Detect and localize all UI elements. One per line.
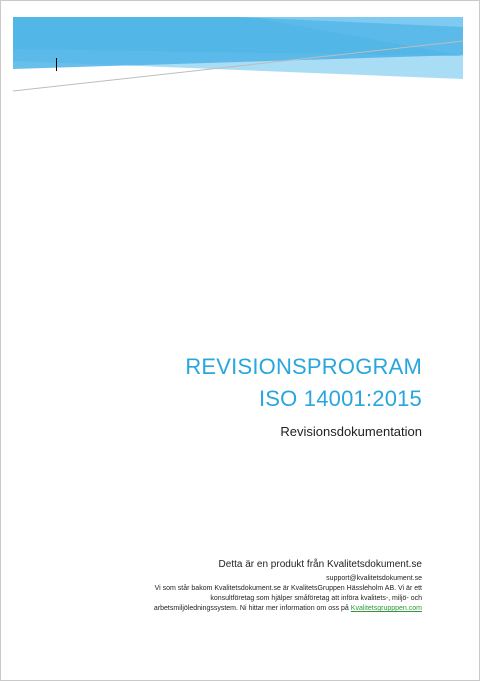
- footer-description-text: arbetsmiljöledningssystem. Ni hittar mer information om oss på: [153, 605, 349, 612]
- document-standard: ISO 14001:2015: [258, 386, 422, 411]
- title-block: [185, 351, 422, 439]
- footer-description-line-3: [102, 604, 422, 614]
- document-title: REVISIONSPROGRAM: [185, 354, 422, 379]
- document-subtitle: Revisionsdokumentation: [280, 424, 422, 439]
- footer-heading: Detta är en produkt från Kvalitetsdokument.se: [218, 559, 422, 570]
- footer-website-link[interactable]: Kvalitetsgrupppen.com: [350, 605, 422, 612]
- footer-info: [102, 558, 422, 614]
- footer-description-line-2: konsultföretag som hjälper småföretag att införa kvalitets-, miljö- och: [210, 595, 422, 602]
- header-banner-graphic: [1, 1, 479, 111]
- footer-email: support@kvalitetsdokument.se: [326, 575, 422, 582]
- text-cursor: [56, 58, 57, 71]
- footer-description-line-1: Vi som står bakom Kvalitetsdokument.se är KvalitetsGruppen Hässleholm AB. Vi är ett: [154, 585, 422, 592]
